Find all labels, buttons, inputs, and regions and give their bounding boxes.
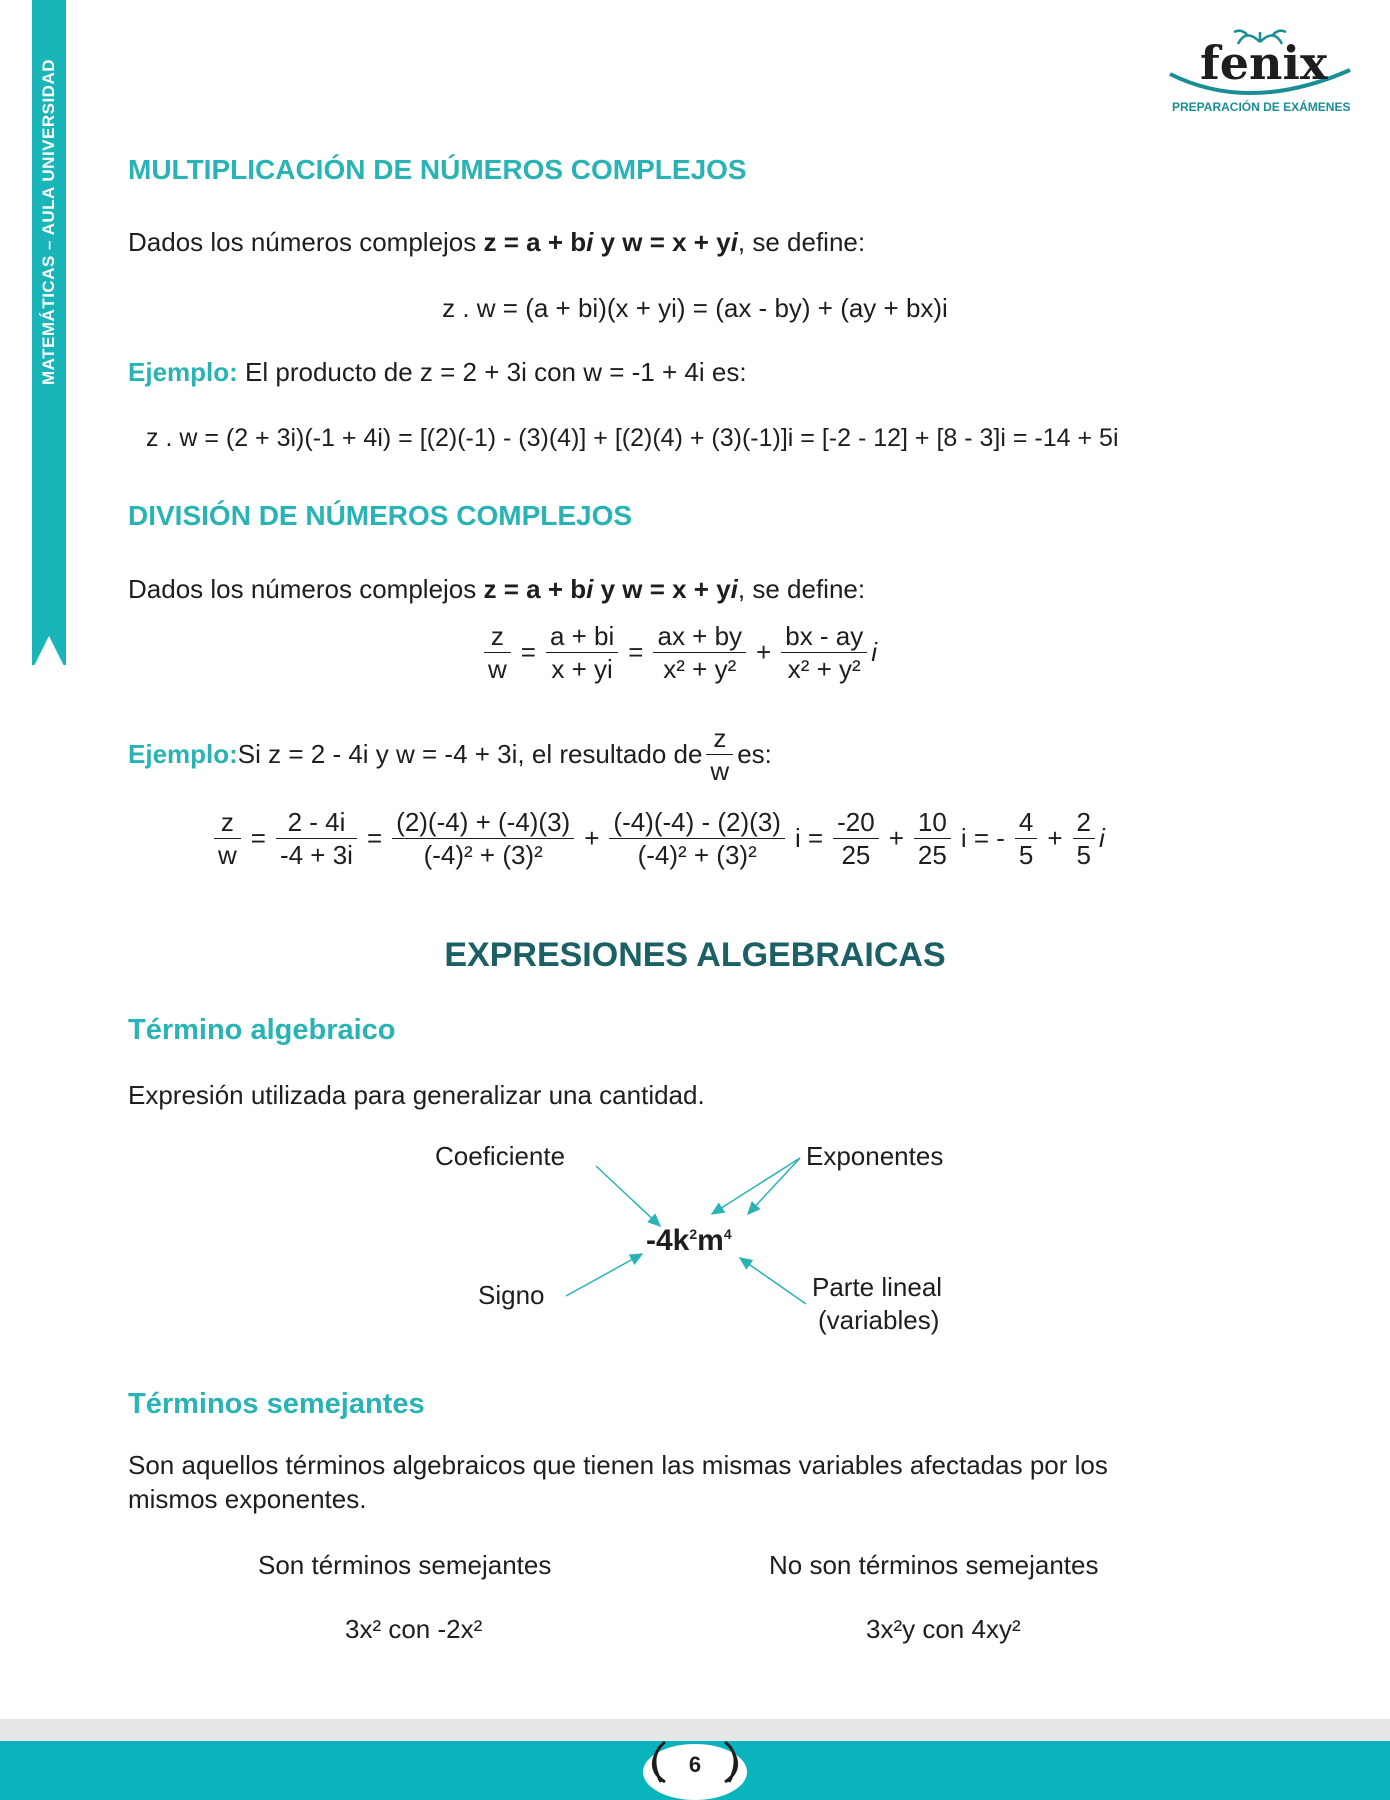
fraction: $\frac{ax + by}{\text{x² + y²}}$ bbox=[653, 620, 746, 685]
similar-terms-definition-line-1: Son aquellos términos algebraicos que tienen las mismas variables afectadas por los bbox=[128, 1450, 1108, 1480]
coefficient-arrow bbox=[596, 1166, 660, 1226]
logo-name: fenix bbox=[1200, 36, 1328, 90]
literal-part-sublabel: (variables) bbox=[818, 1305, 940, 1335]
example-label: Ejemplo: bbox=[128, 357, 238, 387]
div-example: Ejemplo: Si z = 2 - 4i y w = -4 + 3i, el resultado de $\frac{z}{w}$ es: bbox=[128, 723, 772, 786]
div-formula: $\frac{z}{w}$ = $\frac{a + bi}{x + yi}$ = $\frac{ax + by}{\text{x² + y²}}$ + $\frac{bx - ay}{\text{x² + y²}}$ i bbox=[480, 620, 877, 685]
exponents-label: Exponentes bbox=[806, 1141, 944, 1171]
fraction: $\frac{-20}{25}$ bbox=[833, 806, 879, 871]
fraction: $\frac{z}{w}$ bbox=[484, 620, 511, 685]
fraction: $\frac{a + bi}{x + yi}$ bbox=[546, 620, 618, 685]
div-intro: Dados los números complejos z = a + bi y w = x + yi, se define: bbox=[128, 574, 866, 604]
algebraic-term: $-4k^2m^4$ bbox=[646, 1224, 732, 1257]
fraction: $\frac{10}{25}$ bbox=[914, 806, 951, 871]
sign-label: Signo bbox=[478, 1280, 545, 1310]
mult-intro: Dados los números complejos z = a + bi y w = x + yi, se define: bbox=[128, 227, 866, 257]
mult-formula: z . w = (a + bi)(x + yi) = (ax - by) + (ay + bx)i bbox=[442, 293, 948, 323]
coefficient-label: Coeficiente bbox=[435, 1141, 566, 1171]
fraction: $\frac{2}{5}$ bbox=[1073, 806, 1095, 871]
fraction: $\frac{z}{w}$ bbox=[214, 806, 241, 871]
fraction: $\frac{4}{5}$ bbox=[1015, 806, 1037, 871]
div-example-calc: $\frac{z}{w}$ = $\frac{2 - 4i}{-4 + 3i}$ = $\frac{(2)(-4) + (-4)(3)}{\text{(-4)² + (3)²}}$ + $\frac{(-4)(-4) - (2)(3)}{\text{(-4)² + (3)²}}$ i = $\frac{-20}{25}$ + $\frac{10}{25}$ i = - $\frac{4}{5}$ + $\frac{2}{5}$ i bbox=[210, 806, 1105, 871]
sign-arrow bbox=[566, 1254, 642, 1296]
logo-subtitle: PREPARACIÓN DE EXÁMENES bbox=[1172, 100, 1351, 114]
side-band-title: MATEMÁTICAS – AULA UNIVERSIDAD bbox=[39, 58, 58, 386]
fraction: $\frac{2 - 4i}{-4 + 3i}$ bbox=[276, 806, 357, 871]
div-heading: DIVISIÓN DE NÚMEROS COMPLEJOS bbox=[128, 500, 633, 531]
fraction: $\frac{(-4)(-4) - (2)(3)}{\text{(-4)² + (3)²}}$ bbox=[609, 806, 785, 871]
similar-terms-heading: Términos semejantes bbox=[128, 1388, 425, 1420]
mult-example: Ejemplo: El producto de z = 2 + 3i con w = -1 + 4i es: bbox=[128, 357, 747, 387]
term-definition: Expresión utilizada para generalizar una cantidad. bbox=[128, 1080, 705, 1110]
algebra-heading: EXPRESIONES ALGEBRAICAS bbox=[444, 936, 946, 974]
not-similar-example: 3x²y con 4xy² bbox=[866, 1614, 1021, 1644]
fraction: $\frac{(2)(-4) + (-4)(3)}{\text{(-4)² + (3)²}}$ bbox=[392, 806, 574, 871]
mult-example-calc: z . w = (2 + 3i)(-1 + 4i) = [(2)(-1) - (3)(4)] + [(2)(4) + (3)(-1)]i = [-2 - 12] + [8 - 3]i = -14 + 5i bbox=[146, 424, 1119, 452]
example-label: Ejemplo: bbox=[128, 739, 238, 769]
fraction: $\frac{bx - ay}{\text{x² + y²}}$ bbox=[781, 620, 867, 685]
not-similar-column-title: No son términos semejantes bbox=[769, 1550, 1099, 1580]
similar-example: 3x² con -2x² bbox=[345, 1614, 483, 1644]
term-heading: Término algebraico bbox=[128, 1014, 396, 1046]
literal-part-label: Parte lineal bbox=[812, 1272, 943, 1302]
fraction: $\frac{z}{w}$ bbox=[706, 722, 733, 787]
literal-arrow bbox=[740, 1258, 806, 1304]
similar-column-title: Son términos semejantes bbox=[258, 1550, 552, 1580]
mult-heading: MULTIPLICACIÓN DE NÚMEROS COMPLEJOS bbox=[128, 154, 747, 185]
page-number: 6 bbox=[688, 1752, 702, 1777]
similar-terms-definition-line-2: mismos exponentes. bbox=[128, 1484, 367, 1514]
